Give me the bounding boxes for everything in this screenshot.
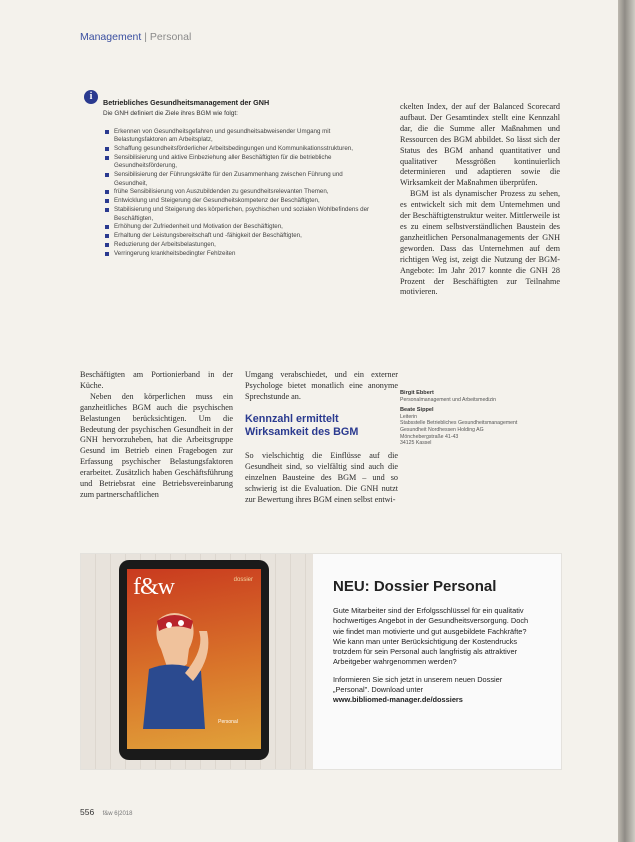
author-name: Beate Sippel <box>400 407 434 414</box>
list-item <box>105 154 375 171</box>
page-footer <box>80 807 132 817</box>
ad-title: NEU: Dossier Personal <box>333 578 497 595</box>
info-box-title: Betriebliches Gesundheitsmanagement der GNH <box>103 98 270 107</box>
ad-cta-text: Informieren Sie sich jetzt in unserem neuen Dossier „Personal". Download unter <box>333 674 503 695</box>
author-line: Mönchebergstraße 41-43 <box>400 433 459 440</box>
list-item-text: Sensibilisierung der Führungskräfte für den Zusammenhang zwischen Führung und Gesundheit, <box>114 171 343 187</box>
subsection-label: Personal <box>149 31 192 43</box>
ad-download-link[interactable]: www.bibliomed-manager.de/dossiers <box>333 695 463 705</box>
author-info <box>400 390 560 447</box>
magazine-cover <box>127 569 261 749</box>
list-item <box>105 206 375 223</box>
goal-list <box>105 128 375 259</box>
author-line: Personalmanagement und Arbeitsmedizin <box>400 396 497 403</box>
magazine-tag: dossier <box>233 577 253 583</box>
bullet-icon <box>105 156 109 160</box>
paragraph: So vielschichtig die Einflüsse auf die Gesundheit sind, so vielfältig sind auch die einzelnen Bausteine des BGM – und so schwierig ist die Evaluation. Die GNH nutzt zur Bewertung ihres BGM einen selbst entwi- <box>245 451 398 504</box>
paragraph: Beschäftigten am Portionierband in der Küche. <box>80 370 233 390</box>
list-item <box>105 232 375 240</box>
list-item-text: Reduzierung der Arbeitsbelastungen, <box>114 241 216 249</box>
author-name: Birgit Ebbert <box>400 390 434 396</box>
list-item-text: Erhaltung der Leistungsbereitschaft und -fähigkeit der Beschäftigten, <box>114 232 302 240</box>
paragraph: ckelten Index, der auf der Balanced Scorecard aufbaut. Der Gesamtindex stellt eine Kennzahl dar, die die Summe aller Maßnahmen und Ressourcen des BGM abbildet. So lässt sich der Status des BGM anhand quantitativer und qualitativer Messgrößen kontinuierlich determinieren und adaptieren sowie die Wirksamkeit der Maßnahmen überprüfen. <box>400 102 560 188</box>
list-item-text: Entwicklung und Steigerung der Gesundheitskompetenz der Beschäftigten, <box>114 197 320 205</box>
list-item-text: Verringerung krankheitsbedingter Fehlzeiten <box>114 250 236 258</box>
magazine-logo: f&w <box>133 574 174 600</box>
column-2-text-bottom <box>245 451 398 506</box>
column-2-text-top <box>245 370 398 403</box>
tablet-image <box>119 560 269 760</box>
bullet-icon <box>105 208 109 212</box>
section-label: Management <box>80 31 142 43</box>
info-icon: i <box>84 90 98 104</box>
subheading-line: Kennzahl ermittelt <box>245 413 339 425</box>
paragraph: BGM ist als dynamischer Prozess zu sehen, es entwickelt sich mit dem Unternehmen und der Beschäftigtenstruktur weiter. Mittlerweile ist es zu einem selbstverständlichen Baustein des ganzheitlichen Personalmanagements der GNH geworden. Dass das Unternehmen auf dem richtigen Weg ist, zeigt die Nutzung der BGM-Angebote: Im Jahr 2017 konnte die GNH 28 Prozent der Beschäftigten zur Teilnahme motivieren. <box>400 189 560 297</box>
column-1-text <box>80 370 233 501</box>
paragraph: Neben den körperlichen muss ein ganzheitliches BGM auch die psychischen Belastungen berücksichtigen. Um die Bedeutung der psychischen Gesundheit in der GNH hervorzuheben, hat die Arbeitsgruppe Gesund im Betrieb einen Fragebogen zur Erfassung psychischer Belastungsfaktoren erarbeitet. Zusätzlich haben Geschäftsführung und Betriebsrat eine Betriebsvereinbarung zum partnerschaftlichen <box>80 391 233 499</box>
list-item-text: Sensibilisierung und aktive Einbeziehung aller Beschäftigten für die betriebliche Gesundheitsförderung, <box>114 154 332 170</box>
bullet-icon <box>105 130 109 134</box>
list-item <box>105 223 375 231</box>
bullet-icon <box>105 173 109 177</box>
section-header <box>80 31 191 43</box>
ad-body <box>333 606 533 713</box>
ad-cta <box>333 675 533 706</box>
bullet-icon <box>105 243 109 247</box>
list-item-text: frühe Sensibilisierung von Auszubildenden zu gesundheitsrelevanten Themen, <box>114 188 329 196</box>
header-separator: | <box>144 31 147 43</box>
page-number: 556 <box>80 807 95 817</box>
list-item <box>105 241 375 249</box>
list-item <box>105 171 375 188</box>
page-binding <box>618 0 635 842</box>
list-item <box>105 145 375 153</box>
list-item-text: Erkennen von Gesundheitsgefahren und gesundheitsabweisender Umgang mit Belastungsfaktoren am Arbeitsplatz, <box>114 128 331 144</box>
ad-body-text: Gute Mitarbeiter sind der Erfolgsschlüssel für ein qualitativ hochwertiges Angebot in der Gesundheitsversorgung. Doch wie findet man motivierte und gut ausgebildete Fachkräfte? Wie kann man unter Berücksichtigung der Kostendrucks trotzdem für sein Personal auch langfristig als attraktiver Arbeitgeber wahrgenommen werden? <box>333 606 529 667</box>
list-item-text: Schaffung gesundheitsförderlicher Arbeitsbedingungen und Kommunikationsstrukturen, <box>114 145 353 153</box>
bullet-icon <box>105 225 109 229</box>
dossier-advertisement[interactable] <box>80 553 562 770</box>
list-item-text: Erhöhung der Zufriedenheit und Motivation der Beschäftigten, <box>114 223 283 231</box>
magazine-cover-title: Personal <box>218 719 238 725</box>
author-line: Stabsstelle Betriebliches Gesundheitsmanagement <box>400 420 518 427</box>
author-line: 34125 Kassel <box>400 440 432 447</box>
bullet-icon <box>105 234 109 238</box>
poster-woman-illustration <box>139 609 209 729</box>
info-box-intro: Die GNH definiert die Ziele ihres BGM wie folgt: <box>103 110 238 117</box>
bullet-icon <box>105 252 109 256</box>
bullet-icon <box>105 147 109 151</box>
author-line: Leiterin <box>400 413 418 420</box>
magazine-issue: f&w 6|2018 <box>102 811 133 817</box>
bullet-icon <box>105 190 109 194</box>
author-line: Gesundheit Nordhessen Holding AG <box>400 426 484 433</box>
list-item <box>105 128 375 145</box>
list-item <box>105 188 375 196</box>
paragraph: Umgang verabschiedet, und ein externer Psychologe bietet monatlich eine anonyme Sprechstunde an. <box>245 370 398 401</box>
right-column-text <box>400 102 560 298</box>
list-item <box>105 197 375 205</box>
subheading-line: Wirksamkeit des BGM <box>245 426 359 438</box>
ad-image <box>81 554 313 769</box>
bullet-icon <box>105 199 109 203</box>
subheading <box>245 413 395 439</box>
list-item-text: Stabilisierung und Steigerung des körperlichen, psychischen und sozialen Wohlbefindens der Beschäftigten, <box>114 206 370 222</box>
list-item <box>105 250 375 258</box>
